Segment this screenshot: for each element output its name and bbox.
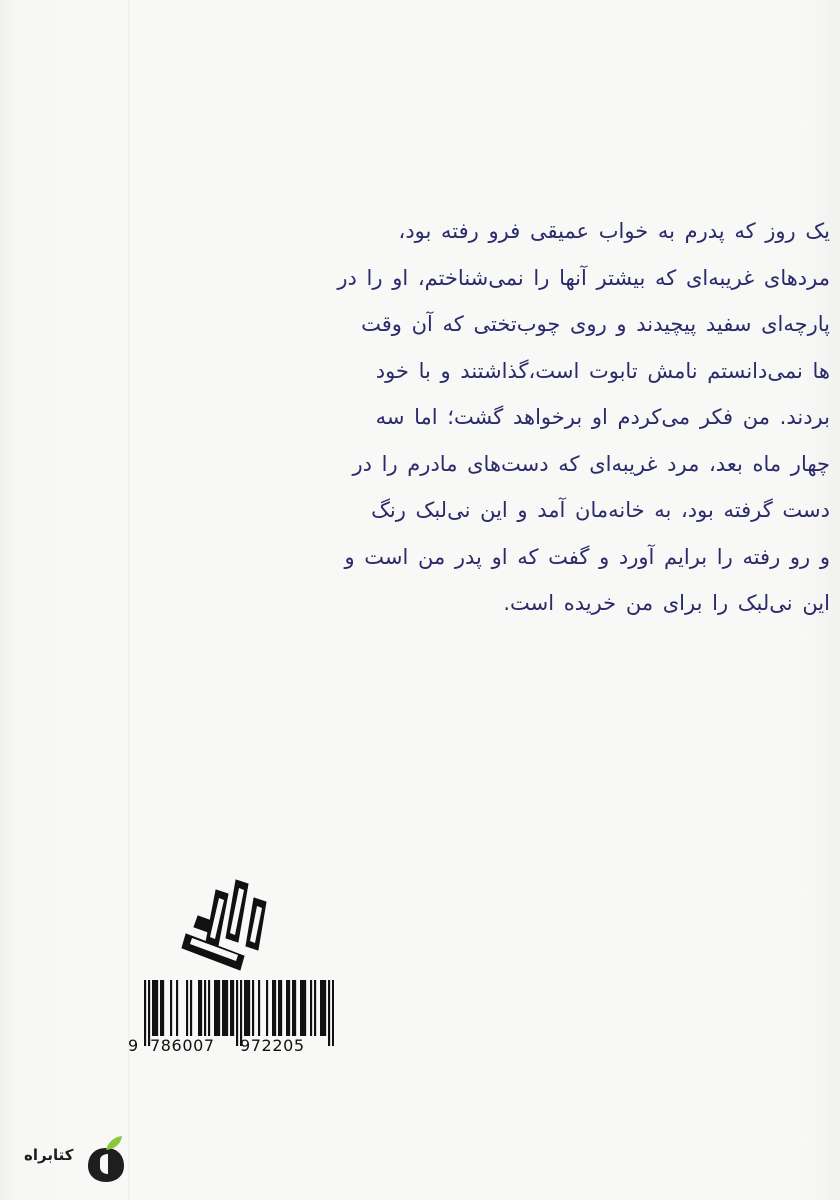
barcode-bar	[190, 980, 192, 1036]
barcode-bar	[292, 980, 294, 1036]
barcode-bar	[300, 980, 302, 1036]
blurb-line: پارچه‌ای سفید پیچیدند و روی چوب‌تختی که آن وقت	[361, 312, 830, 336]
blurb-line: ها نمی‌دانستم نامش تابوت است،گذاشتند و با خود	[375, 358, 830, 383]
isbn-left-group: 786007	[150, 1036, 215, 1055]
barcode-bar	[214, 980, 216, 1036]
barcode-bar	[160, 980, 162, 1036]
isbn-barcode	[126, 980, 334, 1066]
barcode-bar	[294, 980, 296, 1036]
blurb-line: یک روز که پدرم به خواب عمیقی فرو رفته بود،	[398, 219, 830, 243]
barcode-bar	[266, 980, 268, 1036]
barcode-bar	[314, 980, 316, 1036]
barcode-bar	[218, 980, 220, 1036]
ketabrah-logo-icon	[86, 1134, 126, 1184]
blurb-line: مردهای غریبه‌ای که بیشتر آنها را نمی‌شناختم، او را در	[337, 265, 830, 290]
watermark-text: کتابراه	[24, 1146, 74, 1164]
barcode-bar	[310, 980, 312, 1036]
barcode-bar	[324, 980, 326, 1036]
barcode-bar	[244, 980, 246, 1036]
back-cover-blurb	[118, 208, 830, 627]
barcode-bar	[154, 980, 156, 1036]
barcode-bar	[230, 980, 232, 1036]
blurb-line: بردند. من فکر می‌کردم او برخواهد گشت؛ اما سه	[375, 405, 830, 429]
barcode-bar	[170, 980, 172, 1036]
barcode-bar	[272, 980, 274, 1036]
barcode-bar	[198, 980, 200, 1036]
barcode-bar	[322, 980, 324, 1036]
publisher-logo-icon	[178, 872, 272, 974]
barcode-bar	[208, 980, 210, 1036]
barcode-bar	[156, 980, 158, 1036]
barcode-bar	[280, 980, 282, 1036]
barcode-bar	[258, 980, 260, 1036]
barcode-bar	[246, 980, 248, 1036]
barcode-bar	[288, 980, 290, 1036]
blurb-line: دست گرفته بود، به خانه‌مان آمد و این نی‌لبک رنگ	[371, 498, 830, 522]
barcode-bar	[302, 980, 304, 1036]
blurb-line: و رو رفته را برایم آورد و گفت که او پدر من است و	[344, 544, 830, 569]
barcode-bar	[304, 980, 306, 1036]
barcode-bar	[216, 980, 218, 1036]
barcode-bar	[286, 980, 288, 1036]
isbn-digits	[128, 1036, 334, 1060]
barcode-bar	[200, 980, 202, 1036]
barcode-bar	[274, 980, 276, 1036]
barcode-bar	[252, 980, 254, 1036]
blurb-line: این نی‌لبک را برای من خریده است.	[503, 591, 830, 615]
blurb-line: چهار ماه بعد، مرد غریبه‌ای که دست‌های مادرم را در	[352, 451, 830, 476]
isbn-first-digit: 9	[128, 1036, 139, 1055]
barcode-bar	[162, 980, 164, 1036]
barcode-bar	[176, 980, 178, 1036]
barcode-bar	[226, 980, 228, 1036]
barcode-bar	[186, 980, 188, 1036]
barcode-bar	[232, 980, 234, 1036]
barcode-bar	[152, 980, 154, 1036]
barcode-bar	[224, 980, 226, 1036]
barcode-bar	[204, 980, 206, 1036]
ketabrah-watermark	[22, 1134, 132, 1186]
barcode-bar	[248, 980, 250, 1036]
barcode-bar	[320, 980, 322, 1036]
barcode-bar	[278, 980, 280, 1036]
barcode-bar	[222, 980, 224, 1036]
isbn-right-group: 972205	[240, 1036, 305, 1055]
